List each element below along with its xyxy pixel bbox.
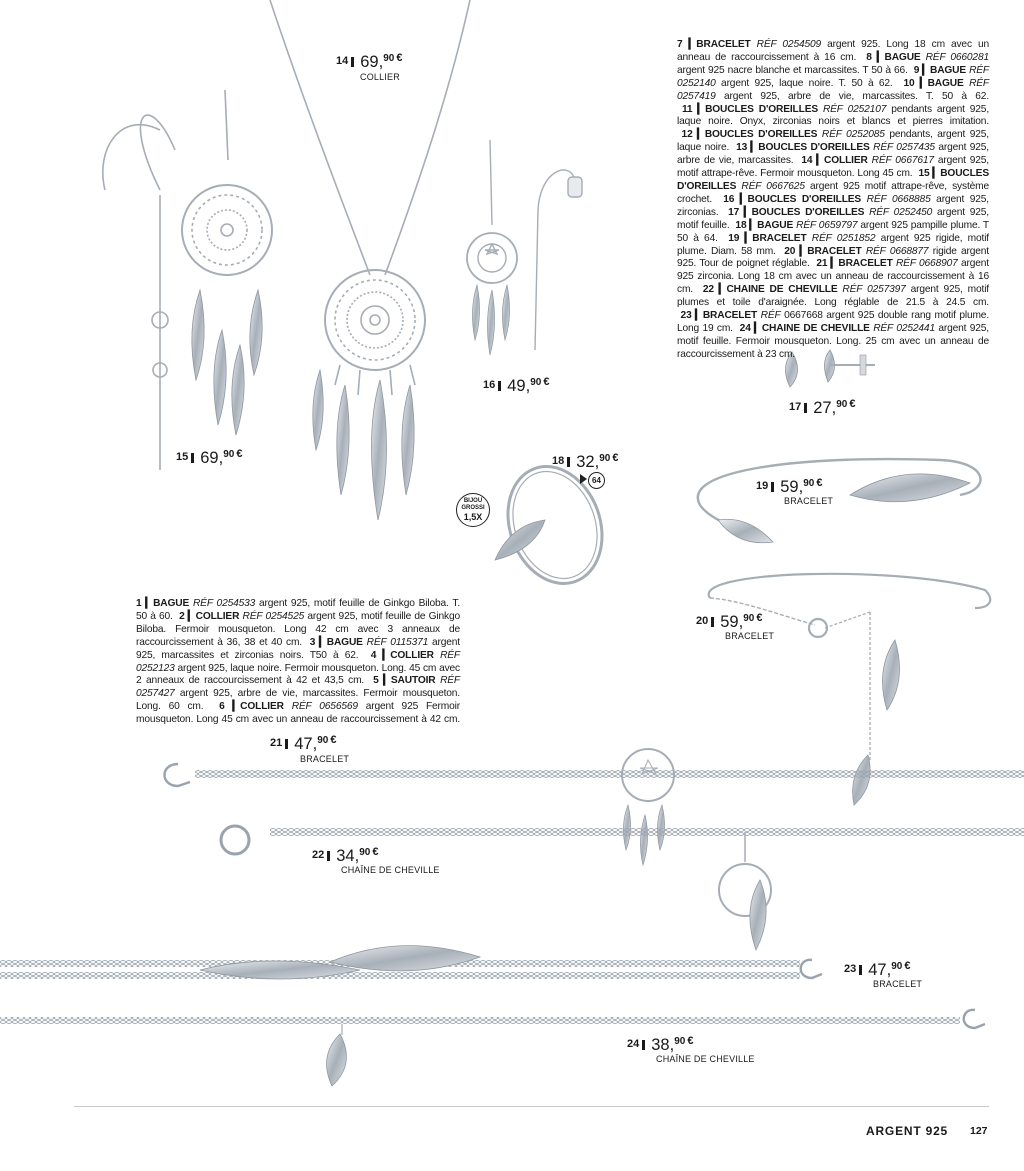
product-type: COLLIER xyxy=(360,72,400,82)
entry-text: argent 925 zirconia. Long 18 cm avec un anneau de raccourcissement à 16 cm. xyxy=(677,258,989,296)
entry-title: 9 xyxy=(913,64,920,76)
entry-ref: RÉF 0252107 xyxy=(822,103,887,115)
entry-ref: RÉF 0251852 xyxy=(811,232,876,244)
price-currency: € xyxy=(687,1035,694,1047)
entry-title: 4 xyxy=(370,649,377,661)
entry-text: argent 925, zirconias. xyxy=(677,193,989,218)
description-entry: 18 ▎BAGUE RÉF 0659797 argent 925 pampille plume. T 50 à 64. xyxy=(677,219,989,244)
entry-ref: RÉF 0668907 xyxy=(895,258,958,270)
description-entry: 1 ▎BAGUE RÉF 0254533 argent 925, motif feuille de Ginkgo Biloba. T. 50 à 60. xyxy=(136,598,460,622)
product-type: BRACELET xyxy=(300,754,350,764)
entry-name: CHAINE DE CHEVILLE xyxy=(761,322,870,334)
product-type: BRACELET xyxy=(725,631,775,641)
price-currency: € xyxy=(904,960,911,972)
entry-ref: RÉF xyxy=(760,310,781,322)
entry-text: argent 925, arbre de vie, marcassites. xyxy=(677,142,989,167)
description-entry: 3 ▎BAGUE RÉF 0115371 argent 925, marcassites et zirconias noirs. T50 à 62. xyxy=(136,636,460,661)
price-tag xyxy=(312,847,378,865)
entry-text: argent 925 rigide, motif plume. Diam. 58 mm. xyxy=(677,232,989,257)
price-euros: 38, xyxy=(651,1036,675,1054)
page-reference xyxy=(580,472,605,489)
product-number: 22 xyxy=(312,849,325,861)
entry-name: SAUTOIR xyxy=(390,675,436,687)
price-tag xyxy=(270,735,336,753)
page-ref-number: 64 xyxy=(588,472,605,489)
price-tag xyxy=(176,449,242,467)
description-entry: 23 ▎BRACELET RÉF 0667668 argent 925 double rang motif plume. Long 19 cm. xyxy=(677,310,989,334)
description-entry: 2 ▎COLLIER RÉF 0254525 argent 925, motif feuille de Ginkgo Biloba. Fermoir mousqueton. Long 42 cm avec 3 anneaux de raccourcissement à 36, 38 et 40 cm. xyxy=(136,610,460,648)
entry-name: COLLIER xyxy=(390,649,434,661)
price-euros: 49, xyxy=(507,377,531,395)
description-entry: 5 ▎SAUTOIR RÉF 0257427 argent 925, arbre de vie, marcassites. Fermoir mousqueton. Long. 60 cm. xyxy=(136,675,460,713)
product-number: 17 xyxy=(789,401,802,413)
price-currency: € xyxy=(849,398,856,410)
price-currency: € xyxy=(330,734,337,746)
price-currency: € xyxy=(372,846,379,858)
price-euros: 69, xyxy=(360,53,384,71)
badge-line2: GROSSI xyxy=(461,505,485,511)
entry-title: 21 xyxy=(816,258,828,270)
entry-title: 11 xyxy=(681,103,693,115)
entry-name: BAGUE xyxy=(929,64,967,76)
arrow-right-icon xyxy=(580,474,587,484)
entry-name: BOUCLES D'OREILLES xyxy=(747,193,862,205)
entry-name: COLLIER xyxy=(240,701,284,713)
entry-text: argent 925, laque noire. Fermoir mousqueton. Long. 45 cm avec 2 anneaux de raccourcissement à 42 et 43,5 cm. xyxy=(136,662,460,687)
entry-ref: RÉF 0257435 xyxy=(873,142,935,154)
entry-title: 8 xyxy=(866,51,872,63)
price-cents: 90 xyxy=(359,847,371,858)
description-entry: 22 ▎CHAINE DE CHEVILLE RÉF 0257397 argent 925, motif plumes et toile d'araignée. Long réglable de 21.5 à 24.5 cm. xyxy=(677,284,989,309)
zoom-badge xyxy=(456,493,490,527)
entry-text: argent 925, marcassites et zirconias noirs. T50 à 62. xyxy=(136,636,460,661)
entry-title: 20 xyxy=(784,245,796,257)
entry-title: 22 xyxy=(702,284,714,296)
entry-text: argent 925, arbre de vie, marcassites. Fermoir mousqueton. Long. 60 cm. xyxy=(136,688,460,713)
description-entry: 14 ▎COLLIER RÉF 0667617 argent 925, motif attrape-rêve. Fermoir mousqueton. Long 45 cm. xyxy=(677,155,989,180)
price-euros: 27, xyxy=(813,399,837,417)
price-cents: 90 xyxy=(743,613,755,624)
price-cents: 90 xyxy=(891,961,903,972)
price-tag xyxy=(789,399,855,417)
entry-ref: RÉF 0257419 xyxy=(677,77,989,102)
price-cents: 90 xyxy=(803,478,815,489)
entry-name: BRACELET xyxy=(702,310,758,322)
entry-title: 14 xyxy=(801,155,813,167)
entry-ref: RÉF 0254525 xyxy=(242,610,305,622)
entry-ref: RÉF 0254533 xyxy=(192,598,256,609)
product-number: 23 xyxy=(844,963,857,975)
entry-ref: RÉF 0660281 xyxy=(925,51,989,63)
entry-text: pendants argent 925, laque noire. Onyx, zirconias noirs et blancs et pierres imitation. xyxy=(677,103,989,128)
product-number: 15 xyxy=(176,451,189,463)
description-entry: 19 ▎BRACELET RÉF 0251852 argent 925 rigide, motif plume. Diam. 58 mm. xyxy=(677,232,989,257)
entry-text: argent 925, motif attrape-rêve. Fermoir mousqueton. Long 45 cm. xyxy=(677,155,989,180)
badge-line1: BIJOU xyxy=(463,498,483,504)
description-entry: 6 ▎COLLIER RÉF 0656569 argent 925 Fermoir mousqueton. Long 45 cm avec un anneau de raccourcissement à 42 cm. xyxy=(136,701,460,726)
description-entry: 15 ▎BOUCLES D'OREILLES RÉF 0667625 argent 925 motif attrape-rêve, système crochet. xyxy=(677,168,989,205)
price-tag xyxy=(627,1036,693,1054)
product-number: 14 xyxy=(336,55,349,67)
bracelet-bangle-chain xyxy=(709,574,991,760)
price-cents: 90 xyxy=(317,735,329,746)
product-number: 20 xyxy=(696,615,709,627)
description-entry: 21 ▎BRACELET RÉF 0668907 argent 925 zirconia. Long 18 cm avec un anneau de raccourcissement à 16 cm. xyxy=(677,258,989,296)
entry-title: 7 xyxy=(677,39,683,50)
price-cents: 90 xyxy=(599,453,611,464)
price-currency: € xyxy=(816,477,823,489)
entry-ref: RÉF 0656569 xyxy=(291,701,358,713)
price-euros: 32, xyxy=(576,453,600,471)
entry-title: 15 xyxy=(918,168,930,180)
price-tag xyxy=(483,377,549,395)
price-tag xyxy=(336,53,402,71)
description-entry: 9 ▎BAGUE RÉF 0252140 argent 925, laque noire. T. 50 à 62. xyxy=(677,64,989,89)
product-type: BRACELET xyxy=(873,979,923,989)
entry-title: 1 xyxy=(136,598,142,609)
entry-text: rigide argent 925. Tour de poignet réglable. xyxy=(677,245,989,270)
entry-ref: RÉF 0668877 xyxy=(865,245,929,257)
entry-text: argent 925, motif feuille. xyxy=(677,206,989,231)
entry-name: BOUCLES D'OREILLES xyxy=(704,129,818,141)
product-type: CHAÎNE DE CHEVILLE xyxy=(656,1054,755,1064)
entry-ref: RÉF 0252123 xyxy=(136,649,460,674)
product-type: BRACELET xyxy=(784,496,834,506)
footer-divider xyxy=(74,1106,989,1107)
entry-title: 24 xyxy=(739,322,751,334)
entry-name: BAGUE xyxy=(927,77,964,89)
entry-text: 0667668 argent 925 double rang motif plume. Long 19 cm. xyxy=(677,310,989,334)
entry-name: BAGUE xyxy=(326,636,363,648)
description-entry: 4 ▎COLLIER RÉF 0252123 argent 925, laque noire. Fermoir mousqueton. Long. 45 cm avec 2 anneaux de raccourcissement à 42 et 43,5 cm. xyxy=(136,649,460,687)
entry-ref: RÉF 0257427 xyxy=(136,675,460,700)
entry-text: argent 925, laque noire. T. 50 à 62. xyxy=(721,77,893,89)
footer-section: ARGENT 925 xyxy=(866,1124,949,1138)
badge-zoom: 1,5X xyxy=(463,512,483,522)
price-cents: 90 xyxy=(223,449,235,460)
price-euros: 34, xyxy=(336,847,360,865)
entry-name: BRACELET xyxy=(696,39,751,50)
price-euros: 59, xyxy=(720,613,744,631)
entry-title: 23 xyxy=(680,310,692,322)
earrings-dreamcatcher-large xyxy=(103,90,272,470)
entry-text: argent 925, arbre de vie, marcassites. T. 50 à 62. xyxy=(724,90,990,102)
entry-text: argent 925 motif attrape-rêve, système crochet. xyxy=(677,180,989,205)
product-number: 16 xyxy=(483,379,496,391)
entry-text: argent 925 nacre blanche et marcassites. T 50 à 66. xyxy=(677,64,908,76)
price-tag xyxy=(844,961,910,979)
entry-title: 19 xyxy=(728,232,740,244)
entry-title: 3 xyxy=(309,636,316,648)
entry-name: BOUCLES D'OREILLES xyxy=(705,103,818,115)
anklet-chain-leaf xyxy=(0,1010,985,1035)
product-number: 24 xyxy=(627,1038,640,1050)
product-number: 21 xyxy=(270,737,283,749)
description-entry: 24 ▎CHAINE DE CHEVILLE RÉF 0252441 argent 925, motif feuille. Fermoir mousqueton. Long. 25 cm avec un anneau de raccourcissement à 23 cm. xyxy=(677,322,989,360)
price-cents: 90 xyxy=(674,1036,686,1047)
entry-text: argent 925 pampille plume. T 50 à 64. xyxy=(677,219,989,244)
entry-ref: RÉF 0115371 xyxy=(366,636,429,648)
description-entry: 17 ▎BOUCLES D'OREILLES RÉF 0252450 argent 925, motif feuille. xyxy=(677,206,989,231)
entry-title: 10 xyxy=(903,77,915,89)
bracelet-chain-dreamcatcher xyxy=(165,749,1024,801)
price-currency: € xyxy=(756,612,763,624)
entry-title: 16 xyxy=(723,193,735,205)
entry-title: 12 xyxy=(681,129,693,141)
entry-name: BAGUE xyxy=(153,598,190,609)
entry-name: BAGUE xyxy=(757,219,794,231)
entry-title: 5 xyxy=(373,675,379,687)
price-currency: € xyxy=(543,376,550,388)
entry-text: argent 925, motif feuille. Fermoir mousqueton. Long. 25 cm avec un anneau de raccourcissement à 23 cm. xyxy=(677,322,989,360)
description-entry: 7 ▎BRACELET RÉF 0254509 argent 925. Long 18 cm avec un anneau de raccourcissement à 16 cm. xyxy=(677,39,989,63)
price-currency: € xyxy=(396,52,403,64)
price-currency: € xyxy=(236,448,243,460)
entry-text: argent 925, motif feuille de Ginkgo Biloba. Fermoir mousqueton. Long 42 cm avec 3 anneaux de raccourcissement à 36, 38 et 40 cm. xyxy=(136,610,460,648)
price-tag xyxy=(756,478,822,496)
product-number: 19 xyxy=(756,480,769,492)
product-type: CHAÎNE DE CHEVILLE xyxy=(341,865,440,875)
entry-title: 13 xyxy=(736,142,748,154)
price-euros: 47, xyxy=(294,735,318,753)
entry-name: BOUCLES D'OREILLES xyxy=(751,206,865,218)
entry-name: BRACELET xyxy=(838,258,893,270)
entry-ref: RÉF 0252085 xyxy=(821,129,885,141)
price-tag xyxy=(696,613,762,631)
description-left xyxy=(136,598,460,740)
price-tag xyxy=(552,453,618,471)
entry-ref: RÉF 0252441 xyxy=(873,322,935,334)
description-right xyxy=(677,39,989,362)
entry-title: 2 xyxy=(179,610,185,622)
entry-title: 18 xyxy=(735,219,747,231)
entry-text: argent 925. Long 18 cm avec un anneau de raccourcissement à 16 cm. xyxy=(677,39,989,63)
entry-ref: RÉF 0252140 xyxy=(677,64,989,89)
price-cents: 90 xyxy=(383,53,395,64)
entry-ref: RÉF 0252450 xyxy=(869,206,933,218)
entry-name: BOUCLES D'OREILLES xyxy=(677,168,989,192)
entry-ref: RÉF 0254509 xyxy=(756,39,822,50)
entry-name: COLLIER xyxy=(824,155,868,167)
entry-ref: RÉF 0667617 xyxy=(871,155,934,167)
description-entry: 10 ▎BAGUE RÉF 0257419 argent 925, arbre de vie, marcassites. T. 50 à 62. xyxy=(677,77,990,102)
description-entry: 11 ▎BOUCLES D'OREILLES RÉF 0252107 pendants argent 925, laque noire. Onyx, zirconias noirs et blancs et pierres imitation. xyxy=(677,103,989,128)
entry-text: argent 925, motif plumes et toile d'araignée. Long réglable de 21.5 à 24.5 cm. xyxy=(677,284,989,309)
entry-name: BRACELET xyxy=(807,245,862,257)
entry-name: COLLIER xyxy=(195,610,240,622)
description-entry: 16 ▎BOUCLES D'OREILLES RÉF 0668885 argent 925, zirconias. xyxy=(677,193,989,218)
entry-text: argent 925 Fermoir mousqueton. Long 45 cm avec un anneau de raccourcissement à 42 cm. xyxy=(136,701,460,726)
price-euros: 69, xyxy=(200,449,224,467)
description-entry: 12 ▎BOUCLES D'OREILLES RÉF 0252085 pendants, argent 925, laque noire. xyxy=(677,129,989,154)
page-number: 127 xyxy=(970,1125,988,1137)
entry-ref: RÉF 0668885 xyxy=(866,193,931,205)
entry-name: CHAINE DE CHEVILLE xyxy=(726,284,838,296)
entry-title: 17 xyxy=(728,206,740,218)
entry-name: BOUCLES D'OREILLES xyxy=(758,142,870,154)
price-euros: 47, xyxy=(868,961,892,979)
entry-name: BRACELET xyxy=(752,232,807,244)
product-number: 18 xyxy=(552,455,565,467)
price-cents: 90 xyxy=(836,399,848,410)
description-entry: 20 ▎BRACELET RÉF 0668877 rigide argent 925. Tour de poignet réglable. xyxy=(677,245,989,270)
entry-text: argent 925, motif feuille de Ginkgo Biloba. T. 50 à 60. xyxy=(136,598,460,622)
description-entry: 13 ▎BOUCLES D'OREILLES RÉF 0257435 argent 925, arbre de vie, marcassites. xyxy=(677,142,989,167)
earrings-dreamcatcher-small xyxy=(467,140,582,350)
price-currency: € xyxy=(612,452,619,464)
entry-title: 6 xyxy=(219,701,225,713)
price-cents: 90 xyxy=(530,377,542,388)
entry-name: BAGUE xyxy=(884,51,921,63)
entry-text: pendants, argent 925, laque noire. xyxy=(677,129,989,154)
entry-ref: RÉF 0667625 xyxy=(741,180,805,192)
price-euros: 59, xyxy=(780,478,804,496)
entry-ref: RÉF 0659797 xyxy=(796,219,858,231)
description-entry: 8 ▎BAGUE RÉF 0660281 argent 925 nacre blanche et marcassites. T 50 à 66. xyxy=(677,51,989,76)
entry-ref: RÉF 0257397 xyxy=(842,284,906,296)
